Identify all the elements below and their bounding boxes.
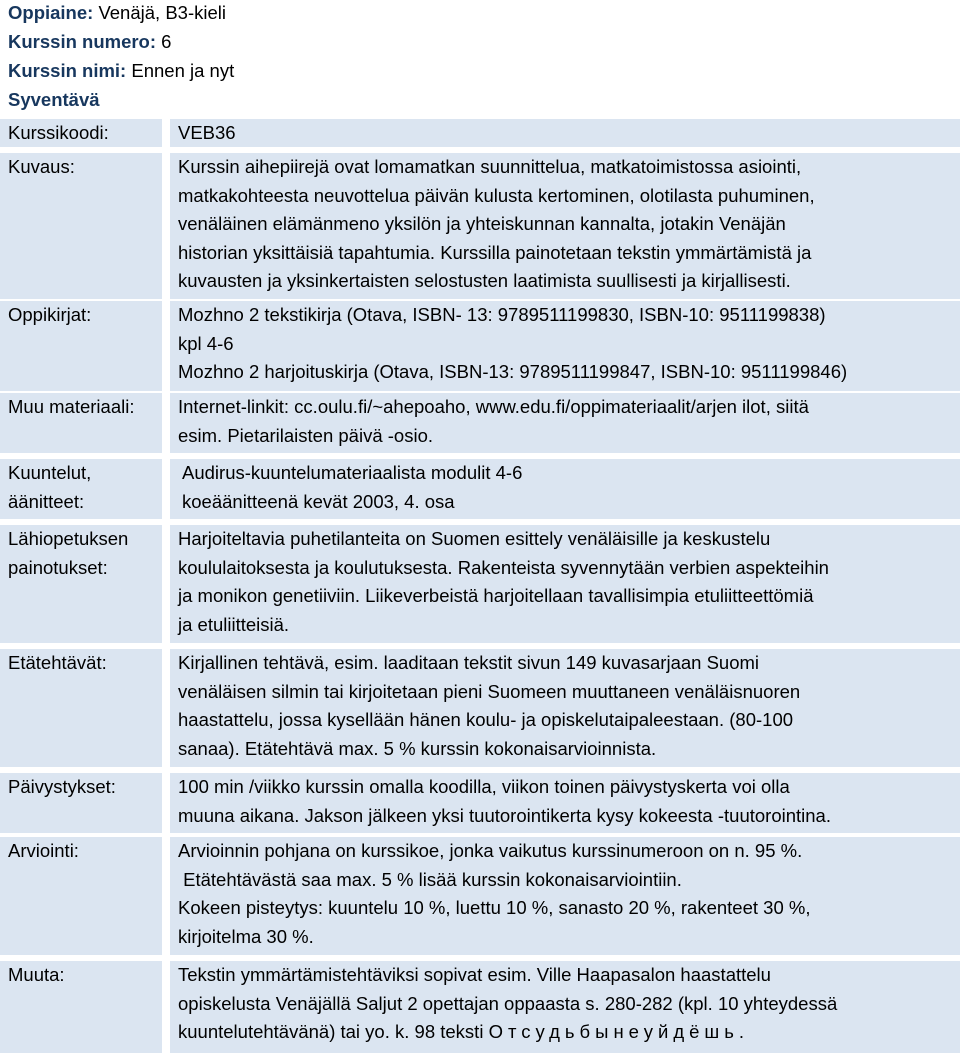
distance-tasks-line: Kirjallinen tehtävä, esim. laaditaan tekstit sivun 149 kuvasarjaan Suomi xyxy=(178,652,760,673)
textbooks-label: Oppikirjat: xyxy=(0,301,162,391)
row-contact-teaching xyxy=(0,519,960,643)
row-description xyxy=(0,147,960,299)
other-material-value xyxy=(170,393,960,453)
russian-title: Отсудьбынеуйдёшь xyxy=(488,1021,739,1042)
course-number-value: 6 xyxy=(161,31,172,52)
row-course-code xyxy=(0,117,960,147)
contact-teaching-line: koululaitoksesta ja koulutuksesta. Rakenteista syvennytään verbien aspekteihin xyxy=(178,556,829,578)
textbook-line: Mozhno 2 tekstikirja (Otava, ISBN- 13: 9789511199830, ISBN-10: 9511199838) xyxy=(178,304,826,325)
contact-teaching-label-line: painotukset: xyxy=(8,556,108,578)
course-code-value xyxy=(170,119,960,147)
subject-line xyxy=(8,0,948,28)
other-last-prefix: kuuntelutehtävänä) tai yo. k. 98 teksti xyxy=(178,1021,489,1042)
office-hours-value xyxy=(170,773,960,833)
row-other xyxy=(0,955,960,1053)
distance-tasks-line: haastattelu, jossa kysellään hänen koulu- ja opiskelutaipaleestaan. (80-100 xyxy=(178,709,794,730)
other-value xyxy=(170,961,960,1053)
office-hours-line: muuna aikana. Jakson jälkeen yksi tuutorointikerta kysy kokeesta -tuutorointina. xyxy=(178,804,831,826)
other-last-suffix: . xyxy=(738,1021,745,1042)
description-line: historian yksittäisiä tapahtumia. Kurssilla painotetaan tekstin ymmärtämistä ja xyxy=(178,241,812,263)
contact-teaching-line: ja etuliitteisiä. xyxy=(178,613,290,635)
course-info-table xyxy=(0,117,960,1053)
textbook-line: kpl 4-6 xyxy=(178,332,234,354)
course-name-line xyxy=(8,57,948,86)
textbooks-value xyxy=(170,301,960,391)
other-material-line: esim. Pietarilaisten päivä -osio. xyxy=(178,424,433,446)
other-line-last xyxy=(178,1018,956,1047)
course-type: Syventävä xyxy=(8,89,100,110)
contact-teaching-line: Harjoiteltavia puhetilanteita on Suomen esittely venäläisille ja keskustelu xyxy=(178,528,771,549)
other-line: opiskelusta Venäjällä Saljut 2 opettajan oppaasta s. 280-282 (kpl. 10 yhteydessä xyxy=(178,992,838,1014)
assessment-line: kirjoitelma 30 %. xyxy=(178,925,314,947)
course-code-text: VEB36 xyxy=(178,122,236,143)
recordings-label xyxy=(0,459,162,519)
course-name-label: Kurssin nimi: xyxy=(8,60,127,81)
course-code-label: Kurssikoodi: xyxy=(0,119,162,147)
contact-teaching-value xyxy=(170,525,960,643)
description-value xyxy=(170,153,960,299)
assessment-line: Arvioinnin pohjana on kurssikoe, jonka vaikutus kurssinumeroon on n. 95 %. xyxy=(178,840,803,861)
distance-tasks-value xyxy=(170,649,960,767)
contact-teaching-label xyxy=(0,525,162,643)
assessment-line: Etätehtävästä saa max. 5 % lisää kurssin kokonaisarviointiin. xyxy=(178,868,682,890)
office-hours-line: 100 min /viikko kurssin omalla koodilla, viikon toinen päivystyskerta voi olla xyxy=(178,776,790,797)
subject-value: Venäjä, B3-kieli xyxy=(98,2,226,23)
other-material-line: Internet-linkit: cc.oulu.fi/~ahepoaho, www.edu.fi/oppimateriaalit/arjen ilot, siitä xyxy=(178,396,809,417)
course-number-line xyxy=(8,28,948,57)
textbook-line: Mozhno 2 harjoituskirja (Otava, ISBN-13: 9789511199847, ISBN-10: 9511199846) xyxy=(178,361,848,382)
description-line: kuvausten ja yksinkertaisten selostusten laatimista suullisesti ja kirjallisesti. xyxy=(178,270,791,291)
recordings-label-line: äänitteet: xyxy=(8,490,85,512)
office-hours-label: Päivystykset: xyxy=(0,773,162,833)
assessment-value xyxy=(170,837,960,955)
course-header xyxy=(8,0,948,115)
course-name-value: Ennen ja nyt xyxy=(131,60,235,81)
row-office-hours xyxy=(0,767,960,833)
row-other-material xyxy=(0,391,960,453)
assessment-label: Arviointi: xyxy=(0,837,162,955)
recordings-line: koeäänitteenä kevät 2003, 4. osa xyxy=(182,490,455,512)
distance-tasks-line: sanaa). Etätehtävä max. 5 % kurssin kokonaisarvioinnista. xyxy=(178,737,657,759)
course-type-line xyxy=(8,86,948,115)
other-material-label: Muu materiaali: xyxy=(0,393,162,453)
description-line: venäläinen elämänmeno yksilön ja yhteiskunnan kannalta, jotakin Venäjän xyxy=(178,213,786,234)
recordings-line: Audirus-kuuntelumateriaalista modulit 4-6 xyxy=(182,462,523,483)
subject-label: Oppiaine: xyxy=(8,2,94,23)
description-line: matkakohteesta neuvottelua päivän kulusta kertominen, olotilasta puhuminen, xyxy=(178,184,815,206)
assessment-line: Kokeen pisteytys: kuuntelu 10 %, luettu 10 %, sanasto 20 %, rakenteet 30 %, xyxy=(178,897,811,918)
description-line: Kurssin aihepiirejä ovat lomamatkan suunnittelua, matkatoimistossa asiointi, xyxy=(178,156,802,177)
recordings-label-line: Kuuntelut, xyxy=(8,462,92,483)
row-assessment xyxy=(0,833,960,955)
row-textbooks xyxy=(0,299,960,391)
other-label: Muuta: xyxy=(0,961,162,1053)
course-number-label: Kurssin numero: xyxy=(8,31,157,52)
distance-tasks-line: venäläisen silmin tai kirjoitetaan pieni Suomeen muuttaneen venäläisnuoren xyxy=(178,680,801,702)
row-distance-tasks xyxy=(0,643,960,767)
recordings-value xyxy=(170,459,960,519)
description-label: Kuvaus: xyxy=(0,153,162,299)
contact-teaching-line: ja monikon genetiiviin. Liikeverbeistä harjoitellaan tavallisimpia etuliitteettömiä xyxy=(178,585,814,606)
row-recordings xyxy=(0,453,960,519)
distance-tasks-label: Etätehtävät: xyxy=(0,649,162,767)
other-line: Tekstin ymmärtämistehtäviksi sopivat esim. Ville Haapasalon haastattelu xyxy=(178,964,771,985)
contact-teaching-label-line: Lähiopetuksen xyxy=(8,528,129,549)
